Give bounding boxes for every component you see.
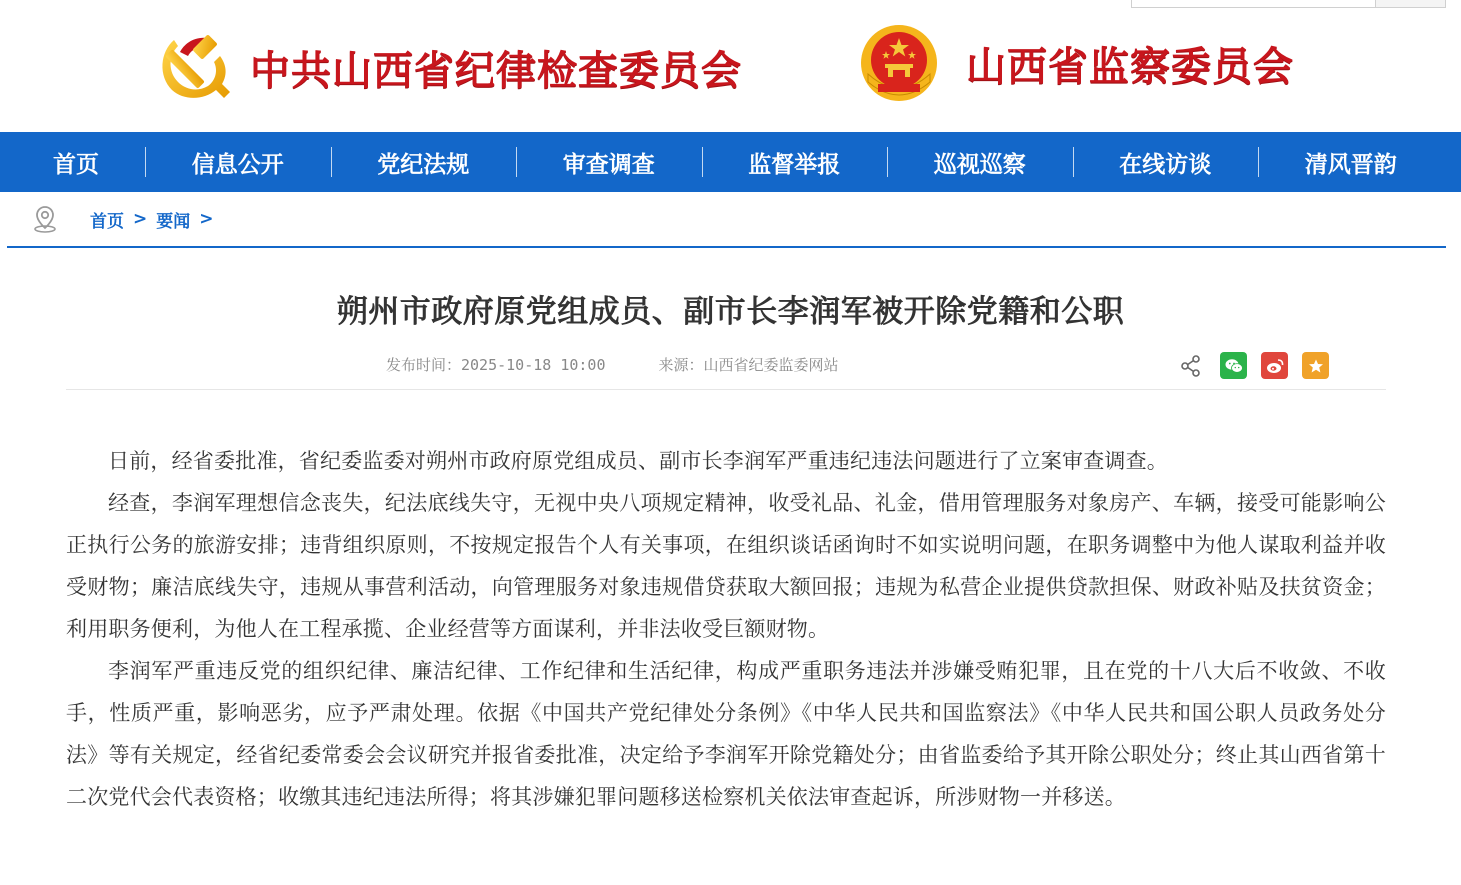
article-body (66, 440, 1386, 818)
nav-item-qingfeng[interactable]: 清风晋韵 (1258, 132, 1444, 192)
publish-time: 发布时间：2025-10-18 10:00 (386, 356, 606, 374)
brand-right-text: 山西省监察委员会 (966, 42, 1294, 90)
location-pin-icon (30, 204, 60, 234)
nav-item-inspection[interactable]: 巡视巡察 (887, 132, 1073, 192)
nav-item-regulations[interactable]: 党纪法规 (331, 132, 517, 192)
share-bar (1178, 352, 1343, 379)
article-paragraph: 李润军严重违反党的组织纪律、廉洁纪律、工作纪律和生活纪律，构成严重职务违法并涉嫌受贿犯罪，且在党的十八大后不收敛、不收手，性质严重，影响恶劣，应予严肃处理。依据《中国共产党纪律处分条例》《中华人民共和国监察法》《中华人民共和国公职人员政务处分法》等有关规定，经省纪委常委会会议研究并报省委批准，决定给予李润军开除党籍处分；由省监委给予其开除公职处分；终止其山西省第十二次党代会代表资格；收缴其违纪违法所得；将其涉嫌犯罪问题移送检察机关依法审查起诉，所涉财物一并移送。 (66, 659, 1386, 809)
nav-item-info-disclosure[interactable]: 信息公开 (145, 132, 331, 192)
wechat-icon (1225, 358, 1243, 374)
nav-item-home[interactable]: 首页 (53, 151, 99, 178)
nav-item-supervision-report[interactable]: 监督举报 (702, 132, 888, 192)
article-paragraph: 日前，经省委批准，省纪委监委对朔州市政府原党组成员、副市长李润军严重违纪违法问题进行了立案审查调查。 (108, 449, 1168, 473)
breadcrumb-section[interactable]: 要闻 (156, 211, 191, 232)
share-weibo-button[interactable] (1261, 352, 1288, 379)
brand-left-text: 中共山西省纪律检查委员会 (250, 46, 742, 94)
national-emblem-icon (858, 22, 940, 104)
weibo-icon (1266, 358, 1284, 374)
article-title: 朔州市政府原党组成员、副市长李润军被开除党籍和公职 (336, 294, 1125, 330)
nav-item-investigation[interactable]: 审查调查 (516, 132, 702, 192)
article-meta (386, 354, 839, 375)
article-source: 来源：山西省纪委监委网站 (658, 356, 839, 374)
main-nav (0, 132, 1461, 192)
breadcrumb (7, 192, 1446, 248)
breadcrumb-separator: > (199, 209, 214, 229)
meta-divider (66, 389, 1386, 390)
favorite-button[interactable] (1302, 352, 1329, 379)
article-paragraph: 经查，李润军理想信念丧失，纪法底线失守，无视中央八项规定精神，收受礼品、礼金，借用管理服务对象房产、车辆，接受可能影响公正执行公务的旅游安排；违背组织原则，不按规定报告个人有关事项，在组织谈话函询时不如实说明问题，在职务调整中为他人谋取利益并收受财物；廉洁底线失守，违规从事营利活动，向管理服务对象违规借贷获取大额回报；违规为私营企业提供贷款担保、财政补贴及扶贫资金；利用职务便利，为他人在工程承揽、企业经营等方面谋利，并非法收受巨额财物。 (66, 491, 1386, 641)
share-icon[interactable] (1178, 353, 1204, 379)
share-wechat-button[interactable] (1220, 352, 1247, 379)
brand-supervisory-commission[interactable] (858, 22, 1294, 104)
breadcrumb-home[interactable]: 首页 (90, 211, 124, 232)
nav-item-online-interview[interactable]: 在线访谈 (1073, 132, 1259, 192)
breadcrumb-separator: > (133, 209, 148, 229)
favorite-icon (1308, 358, 1324, 374)
brand-party-commission[interactable] (150, 26, 742, 108)
party-emblem-icon (150, 26, 232, 108)
site-header (0, 0, 1461, 132)
